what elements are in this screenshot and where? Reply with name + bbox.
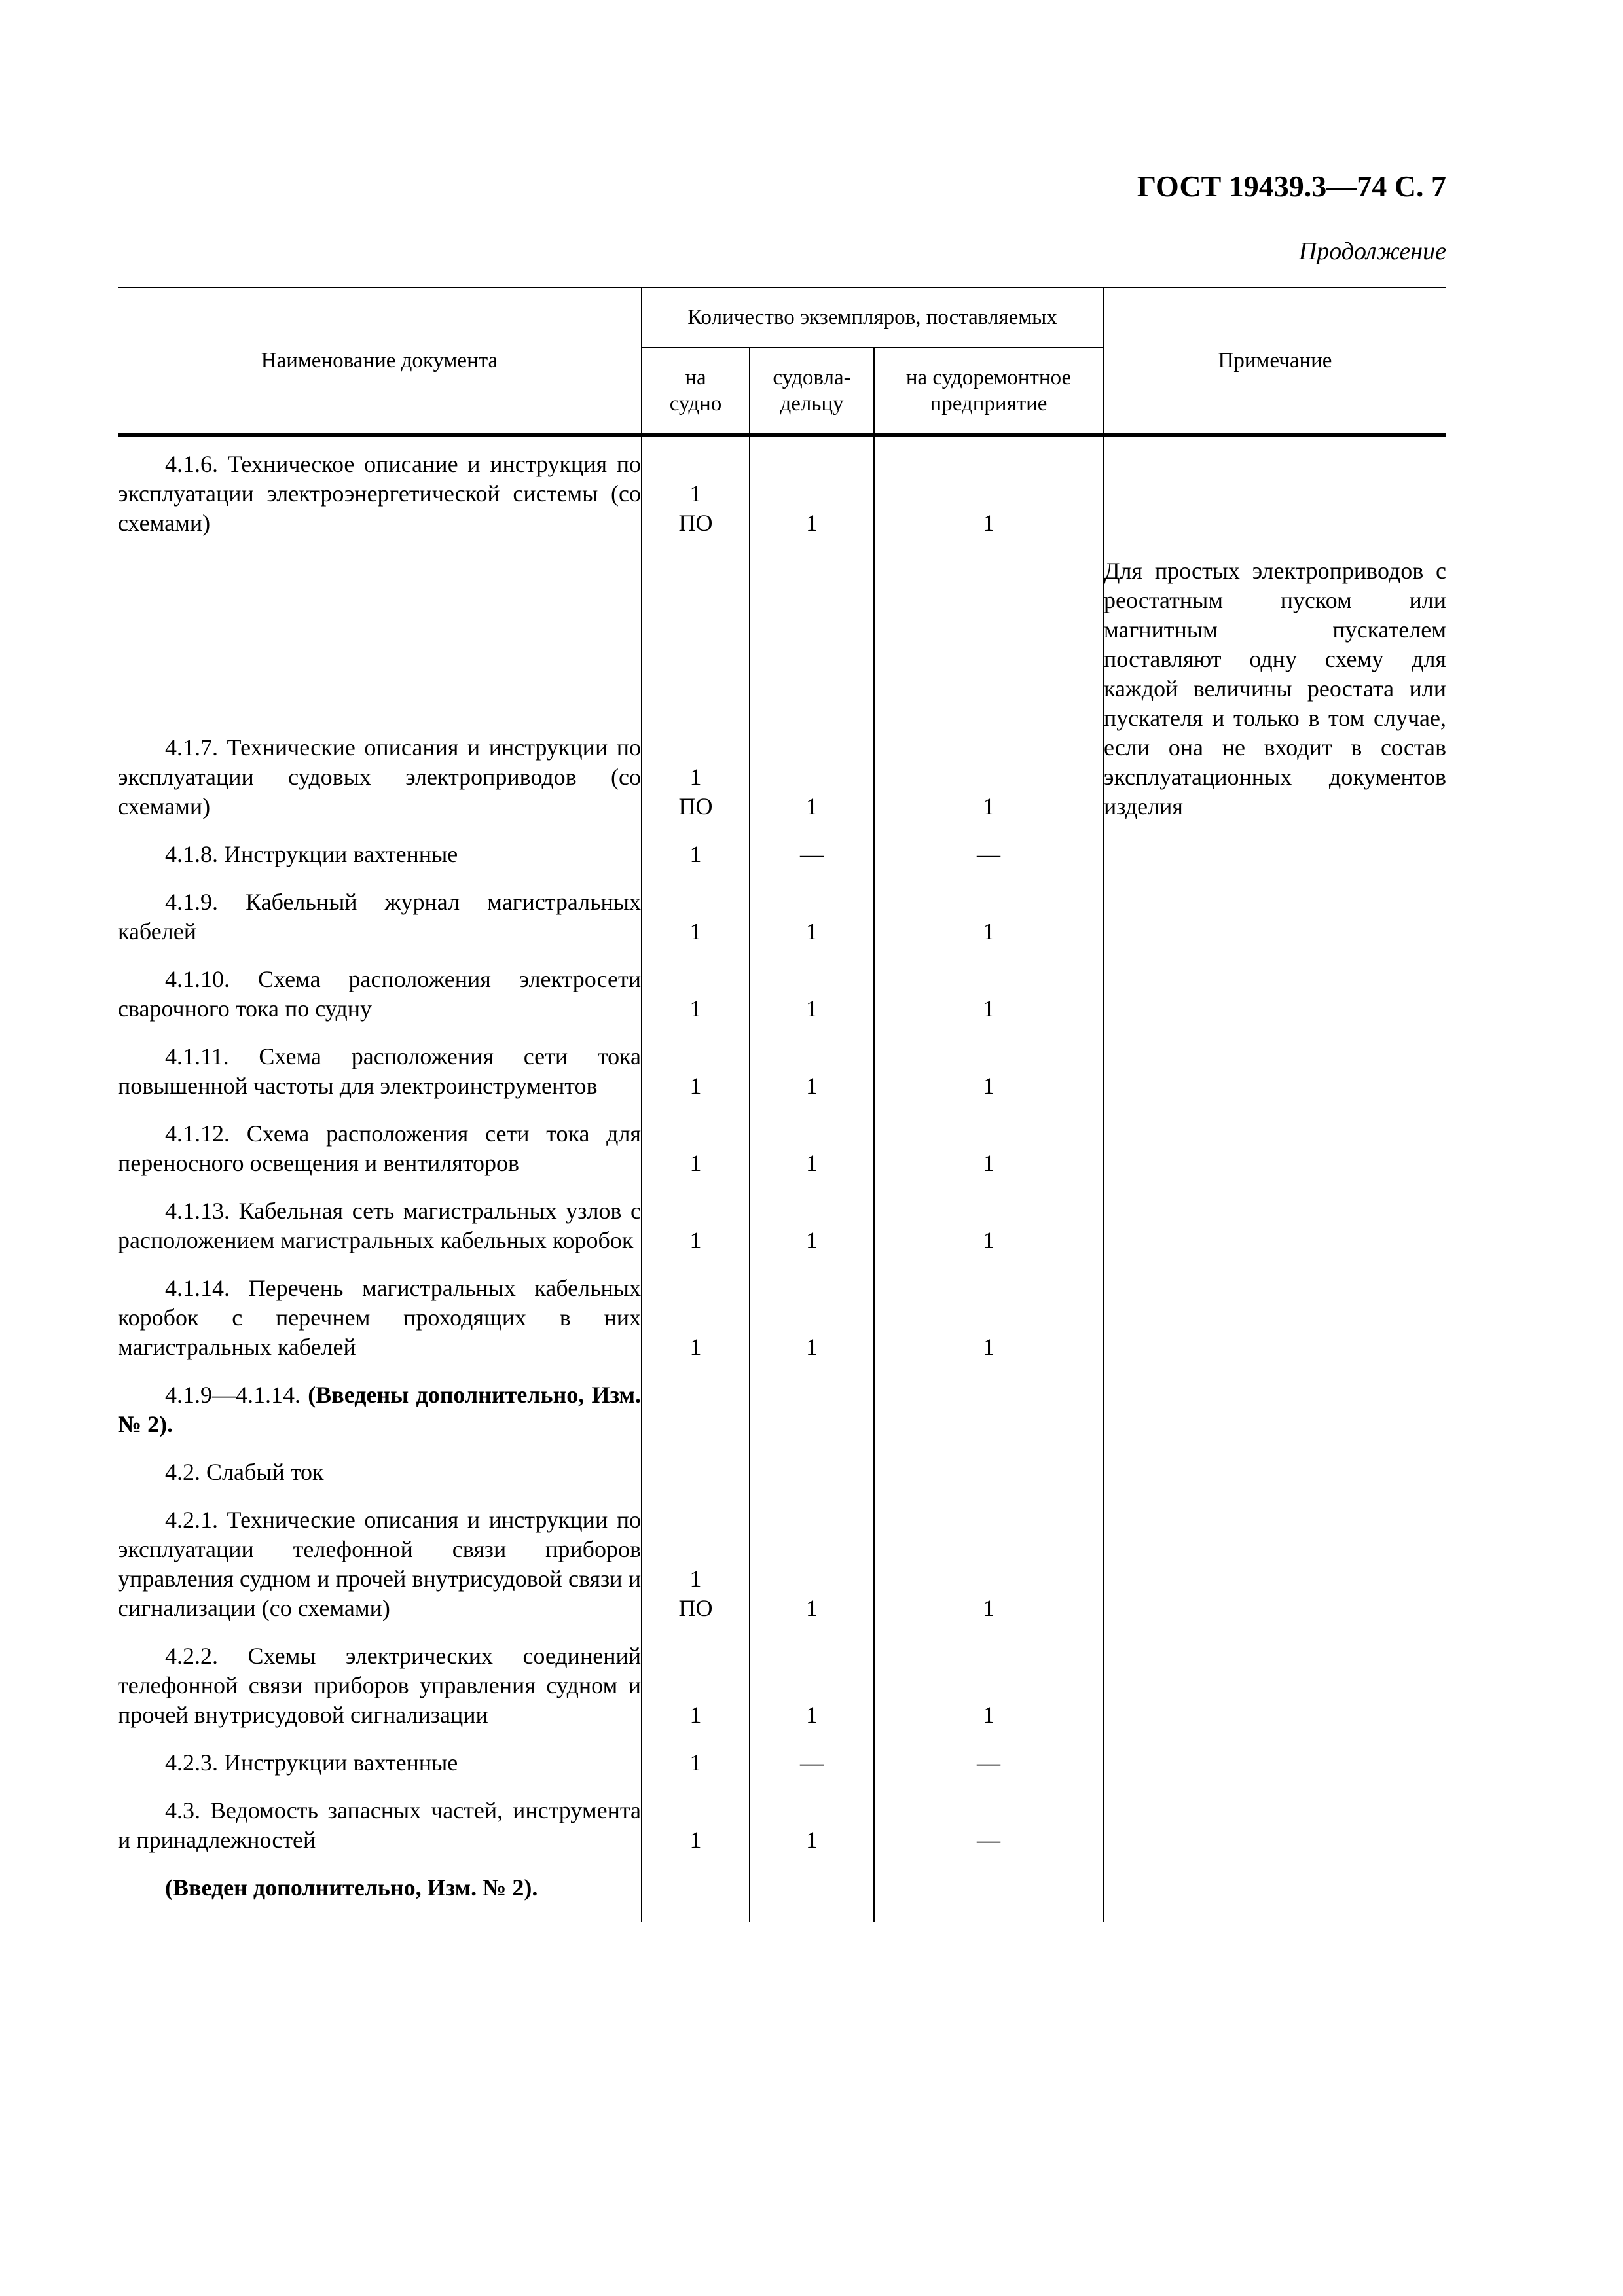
cell-to-ship-value: 1 xyxy=(689,841,702,867)
cell-to-ship xyxy=(642,1024,750,1101)
document-name-text: 4.1.6. Техническое описание и инструкция по эксплуатации электроэнергетической системы (со схемами) xyxy=(118,451,641,536)
cell-to-repair-value: — xyxy=(977,1827,1000,1853)
cell-to-owner-value: 1 xyxy=(806,1227,818,1253)
document-name-text: 4.2.2. Схемы электрических соединений телефонной связи приборов управления судном и прочей внутрисудовой сигнализации xyxy=(118,1643,641,1728)
cell-to-owner-value: 1 xyxy=(806,1595,818,1621)
cell-document-name xyxy=(118,1778,642,1855)
cell-document-name xyxy=(118,1362,642,1439)
header-to-owner: судовла- дельцу xyxy=(750,348,874,435)
cell-to-ship xyxy=(642,435,750,539)
header-row xyxy=(118,287,1446,348)
cell-to-repair-value: 1 xyxy=(983,1702,994,1728)
cell-document-name xyxy=(118,1255,642,1362)
cell-to-owner xyxy=(750,1101,874,1178)
table-row xyxy=(118,1024,1446,1101)
cell-to-owner xyxy=(750,1024,874,1101)
table-row xyxy=(118,1255,1446,1362)
cell-to-ship-value: 1 xyxy=(689,1227,702,1253)
cell-to-repair xyxy=(874,1255,1103,1362)
cell-to-repair xyxy=(874,1778,1103,1855)
cell-to-owner-value: 1 xyxy=(806,1827,818,1853)
cell-to-ship xyxy=(642,869,750,946)
cell-to-ship xyxy=(642,1362,750,1439)
cell-to-owner-value: 1 xyxy=(806,918,818,944)
cell-to-repair-value: 1 xyxy=(983,1595,994,1621)
cell-to-repair xyxy=(874,1855,1103,1922)
cell-document-name xyxy=(118,1101,642,1178)
table-row xyxy=(118,946,1446,1024)
cell-to-ship xyxy=(642,1439,750,1487)
page-header: ГОСТ 19439.3—74 С. 7 xyxy=(1137,170,1446,203)
table-body xyxy=(118,435,1446,1923)
cell-to-repair xyxy=(874,946,1103,1024)
cell-to-ship-value: 1 xyxy=(689,1702,702,1728)
cell-to-ship-value: 1 xyxy=(689,1749,702,1776)
cell-note xyxy=(1103,869,1446,946)
cell-to-owner-value: 1 xyxy=(806,996,818,1022)
cell-to-owner-value: 1 xyxy=(806,1073,818,1099)
cell-note xyxy=(1103,1855,1446,1922)
note-text: Для простых электроприводов с реостатным пуском или магнитным пускателем поставляют одну схему для каждой величины реостата или пускателя и только в том случае, если она не входит в состав эксплуатационных документов изделия xyxy=(1104,558,1446,819)
document-name-text: 4.1.12. Схема расположения сети тока для переносного освещения и вентиляторов xyxy=(118,1121,641,1176)
table-row xyxy=(118,1362,1446,1439)
cell-to-repair xyxy=(874,1101,1103,1178)
cell-to-repair xyxy=(874,1623,1103,1730)
cell-to-repair-value: 1 xyxy=(983,918,994,944)
cell-to-repair xyxy=(874,435,1103,539)
table-row xyxy=(118,1623,1446,1730)
cell-to-ship xyxy=(642,1623,750,1730)
cell-document-name xyxy=(118,435,642,539)
cell-to-repair xyxy=(874,1730,1103,1778)
cell-to-owner-value: 1 xyxy=(806,793,818,819)
table-row xyxy=(118,869,1446,946)
table-row xyxy=(118,1487,1446,1623)
cell-note xyxy=(1103,1101,1446,1178)
cell-to-owner xyxy=(750,1623,874,1730)
cell-to-repair xyxy=(874,869,1103,946)
cell-to-repair-value: 1 xyxy=(983,1227,994,1253)
cell-to-owner-value: — xyxy=(800,1749,824,1776)
cell-to-ship xyxy=(642,946,750,1024)
cell-to-repair xyxy=(874,1487,1103,1623)
cell-to-ship xyxy=(642,1730,750,1778)
cell-to-ship xyxy=(642,1178,750,1255)
cell-to-owner xyxy=(750,538,874,821)
amendment-note-text: (Введены дополнительно, Изм. № 2). xyxy=(118,1382,642,1437)
cell-to-repair-value: — xyxy=(977,841,1000,867)
cell-to-repair-value: 1 xyxy=(983,793,994,819)
document-name-text: 4.2.3. Инструкции вахтенные xyxy=(165,1749,458,1776)
cell-to-repair-value: 1 xyxy=(983,1150,994,1176)
cell-to-repair xyxy=(874,538,1103,821)
cell-note xyxy=(1103,821,1446,869)
cell-note xyxy=(1103,946,1446,1024)
cell-to-owner xyxy=(750,1255,874,1362)
cell-to-repair-value: 1 xyxy=(983,996,994,1022)
document-name-text: 4.1.13. Кабельная сеть магистральных узлов с расположением магистральных кабельных коробок xyxy=(118,1198,641,1253)
cell-to-repair-value: 1 xyxy=(983,510,994,536)
table-row xyxy=(118,1101,1446,1178)
cell-to-ship-value: 1 xyxy=(689,996,702,1022)
cell-document-name xyxy=(118,869,642,946)
cell-to-repair xyxy=(874,1024,1103,1101)
cell-note xyxy=(1103,1362,1446,1439)
cell-document-name xyxy=(118,946,642,1024)
cell-to-owner-value: 1 xyxy=(806,1702,818,1728)
cell-document-name xyxy=(118,1730,642,1778)
cell-to-ship-value: 1 xyxy=(689,1073,702,1099)
cell-to-repair xyxy=(874,1362,1103,1439)
cell-to-ship xyxy=(642,821,750,869)
document-name-text: 4.1.14. Перечень магистральных кабельных коробок с перечнем проходящих в них магистральных кабелей xyxy=(118,1275,641,1360)
cell-to-ship xyxy=(642,1487,750,1623)
cell-to-owner-value: 1 xyxy=(806,510,818,536)
cell-to-owner xyxy=(750,1487,874,1623)
document-name-text: 4.1.8. Инструкции вахтенные xyxy=(165,841,458,867)
document-name-text: 4.1.9. Кабельный журнал магистральных кабелей xyxy=(118,889,641,944)
amendment-note-text: (Введен дополнительно, Изм. № 2). xyxy=(165,1874,538,1901)
cell-note xyxy=(1103,1778,1446,1855)
cell-document-name xyxy=(118,1439,642,1487)
cell-to-owner xyxy=(750,946,874,1024)
cell-to-owner-value: 1 xyxy=(806,1334,818,1360)
cell-to-ship-value: 1 xyxy=(689,1827,702,1853)
continuation-label: Продолжение xyxy=(1298,238,1446,265)
cell-to-owner-value: — xyxy=(800,841,824,867)
cell-to-repair xyxy=(874,821,1103,869)
documents-table xyxy=(118,287,1446,1922)
cell-document-name xyxy=(118,821,642,869)
header-note: Примечание xyxy=(1103,287,1446,435)
cell-note xyxy=(1103,1487,1446,1623)
cell-to-ship xyxy=(642,538,750,821)
document-name-text: 4.3. Ведомость запасных частей, инструмента и принадлежностей xyxy=(118,1797,641,1853)
cell-to-ship xyxy=(642,1255,750,1362)
cell-document-name xyxy=(118,1855,642,1922)
cell-to-repair xyxy=(874,1178,1103,1255)
header-to-ship: на судно xyxy=(642,348,750,435)
cell-to-owner xyxy=(750,1439,874,1487)
document-name-text: 4.2. Слабый ток xyxy=(165,1459,324,1485)
cell-note xyxy=(1103,1730,1446,1778)
cell-document-name xyxy=(118,1623,642,1730)
table-row xyxy=(118,1730,1446,1778)
document-name-text: 4.2.1. Технические описания и инструкции по эксплуатации телефонной связи приборов управления судном и прочей внутрисудовой связи и сигнализации (со схемами) xyxy=(118,1507,641,1621)
cell-document-name xyxy=(118,1487,642,1623)
cell-to-owner xyxy=(750,821,874,869)
table-row xyxy=(118,1439,1446,1487)
cell-to-repair-value: 1 xyxy=(983,1073,994,1099)
cell-note xyxy=(1103,1623,1446,1730)
cell-note xyxy=(1103,1255,1446,1362)
cell-document-name xyxy=(118,1024,642,1101)
cell-note xyxy=(1103,1024,1446,1101)
table-row xyxy=(118,1855,1446,1922)
cell-to-owner xyxy=(750,1362,874,1439)
cell-to-ship xyxy=(642,1101,750,1178)
header-document-name: Наименование документа xyxy=(118,287,642,435)
document-name-text: 4.1.7. Технические описания и инструкции по эксплуатации судовых электроприводов (со схемами) xyxy=(118,734,641,819)
cell-note xyxy=(1103,538,1446,821)
table-row xyxy=(118,435,1446,539)
cell-to-ship-value: 1 ПО xyxy=(678,764,713,819)
cell-document-name xyxy=(118,1178,642,1255)
cell-to-ship xyxy=(642,1855,750,1922)
table-row xyxy=(118,821,1446,869)
cell-note xyxy=(1103,1178,1446,1255)
cell-to-owner xyxy=(750,1730,874,1778)
cell-to-owner xyxy=(750,1855,874,1922)
document-name-text: 4.1.11. Схема расположения сети тока повышенной частоты для электроинструментов xyxy=(118,1043,641,1099)
cell-to-ship xyxy=(642,1778,750,1855)
cell-to-ship-value: 1 xyxy=(689,918,702,944)
cell-to-owner-value: 1 xyxy=(806,1150,818,1176)
table-row xyxy=(118,538,1446,821)
amendment-ref-text: 4.1.9—4.1.14. xyxy=(165,1382,308,1408)
cell-to-ship-value: 1 ПО xyxy=(678,1566,713,1621)
cell-to-owner xyxy=(750,1778,874,1855)
cell-to-ship-value: 1 xyxy=(689,1334,702,1360)
cell-note xyxy=(1103,435,1446,539)
document-name-text: 4.1.10. Схема расположения электросети сварочного тока по судну xyxy=(118,966,641,1022)
header-to-repair: на судоремонтное предприятие xyxy=(874,348,1103,435)
cell-to-ship-value: 1 ПО xyxy=(678,480,713,536)
header-quantity-group: Количество экземпляров, поставляемых xyxy=(642,287,1103,348)
cell-to-owner xyxy=(750,869,874,946)
cell-to-repair-value: — xyxy=(977,1749,1000,1776)
cell-to-owner xyxy=(750,1178,874,1255)
cell-to-ship-value: 1 xyxy=(689,1150,702,1176)
cell-document-name xyxy=(118,538,642,821)
cell-note xyxy=(1103,1439,1446,1487)
table-row xyxy=(118,1778,1446,1855)
cell-to-repair xyxy=(874,1439,1103,1487)
cell-to-repair-value: 1 xyxy=(983,1334,994,1360)
table-row xyxy=(118,1178,1446,1255)
cell-to-owner xyxy=(750,435,874,539)
